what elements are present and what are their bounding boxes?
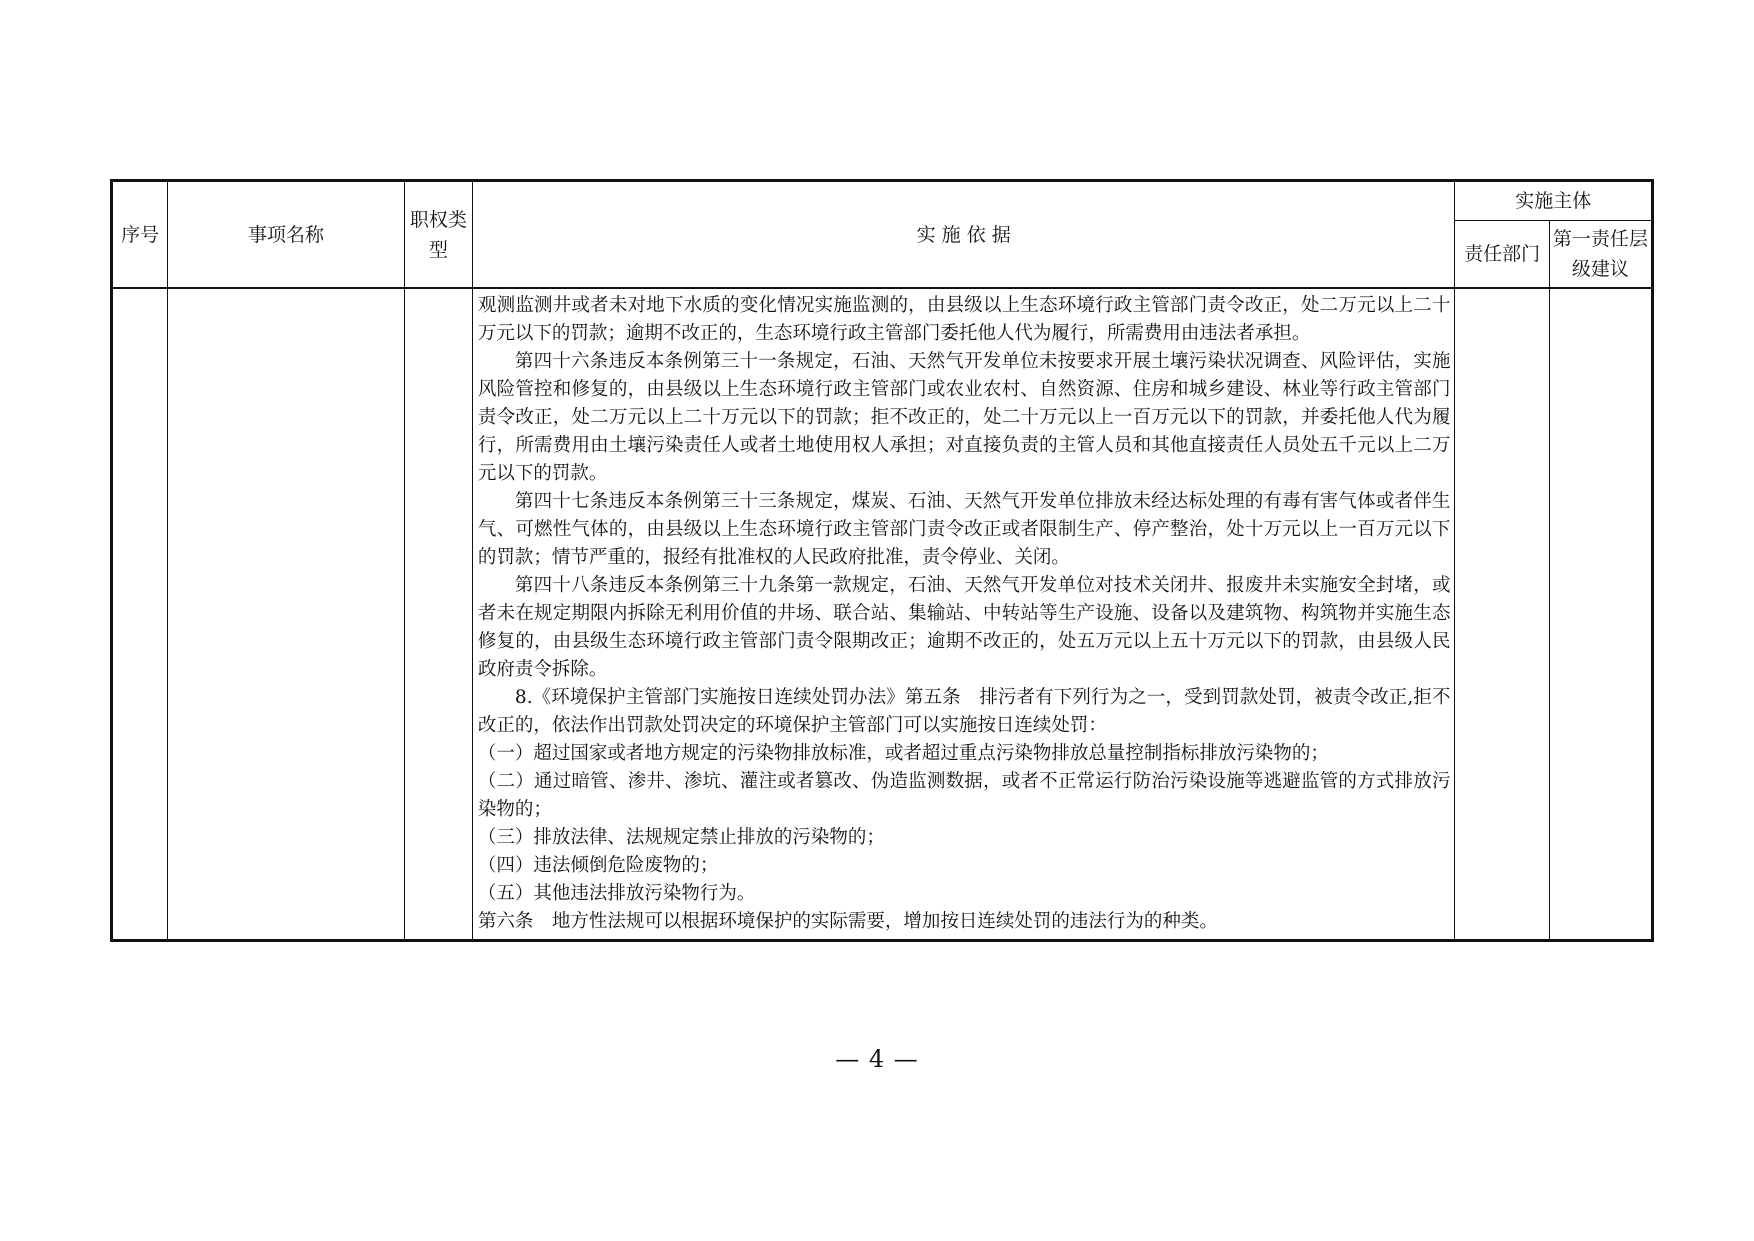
cell-level (1549, 288, 1652, 941)
basis-paragraph: （四）违法倾倒危险废物的； (477, 855, 719, 876)
basis-paragraph: 第四十八条违反本条例第三十九条第一款规定，石油、天然气开发单位对技术关闭井、报废井未实施安全封堵，或者未在规定期限内拆除无利用价值的井场、联合站、集输站、中转站等生产设施、设备以及建筑物、构筑物并实施生态修复的，由县级生态环境行政主管部门责令限期改正；逾期不改正的，处五万元以上五十万元以下的罚款，由县级人民政府责令拆除。 (477, 575, 1451, 680)
cell-item-name (168, 288, 405, 941)
page-number: — 4 — (835, 1045, 919, 1073)
cell-power-type (404, 288, 472, 941)
basis-paragraph: （二）通过暗管、渗井、渗坑、灌注或者篡改、伪造监测数据，或者不正常运行防治污染设施等逃避监管的方式排放污染物的； (477, 771, 1451, 820)
cell-dept (1455, 288, 1549, 941)
enforcement-basis-table (110, 179, 1654, 942)
table-row (112, 288, 1653, 941)
cell-seq (112, 288, 168, 941)
basis-paragraph: （五）其他违法排放污染物行为。 (477, 883, 756, 904)
header-dept: 责任部门 (1455, 221, 1549, 289)
basis-paragraph: （一）超过国家或者地方规定的污染物排放标准，或者超过重点污染物排放总量控制指标排放污染物的； (477, 743, 1329, 764)
header-entity: 实施主体 (1455, 181, 1653, 221)
header-basis: 实 施 依 据 (472, 181, 1455, 289)
basis-paragraph: 观测监测井或者未对地下水质的变化情况实施监测的，由县级以上生态环境行政主管部门责令改正，处二万元以上二十万元以下的罚款；逾期不改正的，生态环境行政主管部门委托他人代为履行，所需费用由违法者承担。 (477, 295, 1451, 344)
table-header (112, 181, 1653, 289)
basis-paragraph: 第六条 地方性法规可以根据环境保护的实际需要，增加按日连续处罚的违法行为的种类。 (477, 911, 1218, 932)
basis-paragraph: （三）排放法律、法规规定禁止排放的污染物的； (477, 827, 885, 848)
basis-text (473, 289, 1455, 939)
cell-basis (472, 288, 1455, 941)
header-item-name: 事项名称 (168, 181, 405, 289)
header-power-type: 职权类型 (404, 181, 472, 289)
basis-paragraph: 第四十六条违反本条例第三十一条规定，石油、天然气开发单位未按要求开展土壤污染状况调查、风险评估，实施风险管控和修复的，由县级以上生态环境行政主管部门或农业农村、自然资源、住房和城乡建设、林业等行政主管部门责令改正，处二万元以上二十万元以下的罚款；拒不改正的，处二十万元以上一百万元以下的罚款，并委托他人代为履行，所需费用由土壤污染责任人或者土地使用权人承担；对直接负责的主管人员和其他直接责任人员处五千元以上二万元以下的罚款。 (477, 351, 1451, 484)
basis-paragraph: 第四十七条违反本条例第三十三条规定，煤炭、石油、天然气开发单位排放未经达标处理的有毒有害气体或者伴生气、可燃性气体的，由县级以上生态环境行政主管部门责令改正或者限制生产、停产整治，处十万元以上一百万元以下的罚款；情节严重的，报经有批准权的人民政府批准，责令停业、关闭。 (477, 491, 1451, 568)
header-seq: 序号 (112, 181, 168, 289)
basis-paragraph: 8.《环境保护主管部门实施按日连续处罚办法》第五条 排污者有下列行为之一，受到罚款处罚，被责令改正,拒不改正的，依法作出罚款处罚决定的环境保护主管部门可以实施按日连续处罚： (477, 687, 1451, 736)
header-level: 第一责任层级建议 (1549, 221, 1652, 289)
